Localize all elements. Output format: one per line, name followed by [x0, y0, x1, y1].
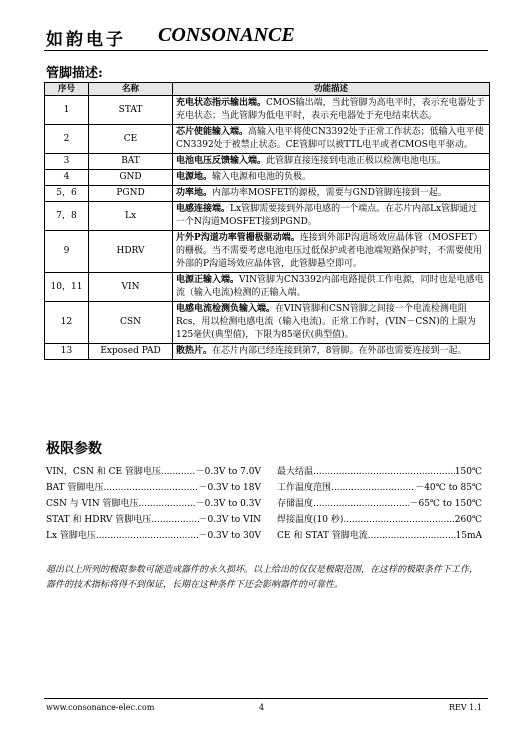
pin-function-title: 功率地。 [176, 188, 213, 198]
table-row [45, 344, 490, 360]
pin-function-text: 在芯片内部已经连接到第7，8管脚。在外部也需要连接到一起。 [212, 346, 467, 356]
pin-number-cell: 7，8 [45, 202, 89, 231]
pin-number-cell: 5，6 [45, 186, 89, 202]
pin-name-cell: VIN [89, 273, 173, 302]
limits-right-column [277, 464, 482, 544]
pin-number-cell: 1 [45, 96, 89, 125]
limit-value: －0.3V to 30V [198, 531, 261, 541]
pin-function-title: 芯片使能输入端。 [176, 127, 249, 137]
limit-item [277, 480, 482, 496]
limit-item [46, 512, 261, 528]
pin-name-cell: BAT [89, 154, 173, 170]
pin-function-cell [173, 344, 490, 360]
pin-function-text: VIN管脚为CN3392内部电路提供工作电源，同时也是电感电流（输入电流)检测的正输入端。 [176, 275, 484, 298]
column-header-name: 名称 [89, 83, 173, 96]
footer-divider [44, 698, 488, 699]
footer-revision: REV 1.1 [449, 703, 482, 712]
column-header-number: 序号 [45, 83, 89, 96]
table-row [45, 186, 490, 202]
limit-label: STAT 和 HDRV 管脚电压 [46, 515, 152, 525]
pin-function-text: 连接到外部P沟道场效应晶体管（MOSFET）的栅极。当不需要考虑电池电压过低保护或者电池端短路保护时，不需要使用外部的P沟道场效应晶体管，此管脚悬空即可。 [176, 233, 483, 269]
pin-function-title: 散热片。 [176, 346, 213, 356]
limit-leader-dots [331, 480, 415, 496]
limit-leader-dots [313, 464, 455, 480]
column-header-function: 功能描述 [173, 83, 490, 96]
table-row [45, 96, 490, 125]
pin-function-cell [173, 302, 490, 344]
limit-item [277, 464, 482, 480]
limit-value: －0.3V to 0.3V [195, 499, 261, 509]
pin-name-cell: CSN [89, 302, 173, 344]
company-name-cn: 如韵电子 [46, 30, 126, 50]
pin-function-cell [173, 186, 490, 202]
pin-name-cell: Lx [89, 202, 173, 231]
pin-name-cell: PGND [89, 186, 173, 202]
limit-leader-dots [151, 512, 198, 528]
pin-number-cell: 2 [45, 125, 89, 154]
limits-section-title: 极限参数 [46, 441, 102, 457]
table-row [45, 273, 490, 302]
limits-left-column [46, 464, 261, 544]
limit-item [277, 528, 482, 544]
pin-function-title: 电池电压反馈输入端。 [176, 156, 267, 166]
limit-leader-dots [161, 464, 196, 480]
pin-function-title: 片外P沟道功率管栅极驱动端。 [176, 233, 300, 243]
pin-function-cell [173, 231, 490, 273]
pin-function-text: CMOS输出端，当此管脚为高电平时，表示充电器处于充电状态；当此管脚为低电平时，表示充电器处于充电结束状态。 [176, 98, 485, 121]
limit-leader-dots [138, 496, 195, 512]
limit-value: 15mA [455, 531, 482, 541]
limit-value: 260℃ [454, 515, 482, 525]
pin-function-cell [173, 125, 490, 154]
table-row [45, 170, 490, 186]
pin-function-title: 充电状态指示输出端。 [176, 98, 267, 108]
limit-value: －40℃ to 85℃ [415, 483, 482, 493]
pin-function-title: 电感连接端。 [176, 204, 231, 214]
limit-label: 工作温度范围 [277, 483, 332, 493]
limit-value: －0.3V to 7.0V [195, 467, 261, 477]
table-row [45, 202, 490, 231]
company-name-en: CONSONANCE [158, 24, 295, 46]
limit-leader-dots [96, 528, 199, 544]
header-divider [44, 50, 488, 51]
limit-label: CSN 与 VIN 管脚电压 [46, 499, 139, 509]
limit-leader-dots [343, 512, 454, 528]
pin-function-title: 电源地。 [176, 172, 213, 182]
limit-leader-dots [313, 496, 409, 512]
pin-function-text: 高输入电平将使CN3392处于正常工作状态；低输入电平使CN3392处于被禁止状态。CE管脚可以被TTL电平或者CMOS电平驱动。 [176, 127, 484, 150]
limit-label: 最大结温 [277, 467, 314, 477]
pin-function-cell [173, 154, 490, 170]
pin-description-table [44, 82, 490, 360]
footer-page-number: 4 [259, 703, 265, 712]
pin-function-cell [173, 273, 490, 302]
pin-name-cell: Exposed PAD [89, 344, 173, 360]
table-header-row [45, 83, 490, 96]
limits-warning-note: 超出以上所列的极限参数可能造成器件的永久损坏。以上给出的仅仅是极限范围，在这样的极限条件下工作，器件的技术指标将得不到保证，长期在这种条件下还会影响器件的可靠性。 [46, 565, 479, 590]
limit-value: －0.3V to 18V [198, 483, 261, 493]
pin-name-cell: STAT [89, 96, 173, 125]
pin-number-cell: 10，11 [45, 273, 89, 302]
limit-label: BAT 管脚电压 [46, 483, 104, 493]
pin-name-cell: HDRV [89, 231, 173, 273]
table-row [45, 302, 490, 344]
limit-item [46, 528, 261, 544]
pin-function-cell [173, 170, 490, 186]
table-row [45, 231, 490, 273]
pin-function-text: 在VIN管脚和CSN管脚之间接一个电流检测电阻Rcs，用以检测电感电流（输入电流)。正常工作时，(VIN－CSN)的上限为125毫伏(典型值)，下限为85毫伏(典型值)。 [176, 304, 476, 340]
limit-item [46, 496, 261, 512]
limit-item [277, 512, 482, 528]
limit-label: Lx 管脚电压 [46, 531, 96, 541]
limit-label: CE 和 STAT 管脚电流 [277, 531, 368, 541]
limit-item [46, 480, 261, 496]
limit-label: 焊接温度(10 秒) [277, 515, 344, 525]
pin-function-text: 此管脚直接连接到电池正极以检测电池电压。 [266, 156, 447, 166]
pin-name-cell: GND [89, 170, 173, 186]
limit-value: －0.3V to VIN [198, 515, 261, 525]
pin-function-text: 输入电源和电池的负极。 [212, 172, 312, 182]
limit-label: 存储温度 [277, 499, 314, 509]
table-row [45, 125, 490, 154]
table-row [45, 154, 490, 170]
pin-function-cell [173, 96, 490, 125]
pin-function-text: Lx管脚需要接到外部电感的一个端点。在芯片内部Lx管脚通过一个N沟道MOSFET接到PGND。 [176, 204, 478, 227]
pin-number-cell: 9 [45, 231, 89, 273]
pin-number-cell: 12 [45, 302, 89, 344]
pin-number-cell: 13 [45, 344, 89, 360]
limit-value: 150℃ [454, 467, 482, 477]
pin-function-title: 电源正输入端。 [176, 275, 240, 285]
pin-section-title: 管脚描述: [46, 66, 103, 81]
pin-function-cell [173, 202, 490, 231]
limit-item [46, 464, 261, 480]
pin-function-title: 电感电流检测负输入端。 [176, 304, 276, 314]
limit-item [277, 496, 482, 512]
pin-name-cell: CE [89, 125, 173, 154]
pin-function-text: 内部功率MOSFET的源极，需要与GND管脚连接到一起。 [212, 188, 447, 198]
limit-leader-dots [368, 528, 456, 544]
footer-website: www.consonance-elec.com [46, 703, 155, 712]
limit-leader-dots [104, 480, 199, 496]
limit-label: VIN，CSN 和 CE 管脚电压 [46, 467, 161, 477]
limit-value: －65℃ to 150℃ [409, 499, 482, 509]
pin-number-cell: 4 [45, 170, 89, 186]
pin-number-cell: 3 [45, 154, 89, 170]
